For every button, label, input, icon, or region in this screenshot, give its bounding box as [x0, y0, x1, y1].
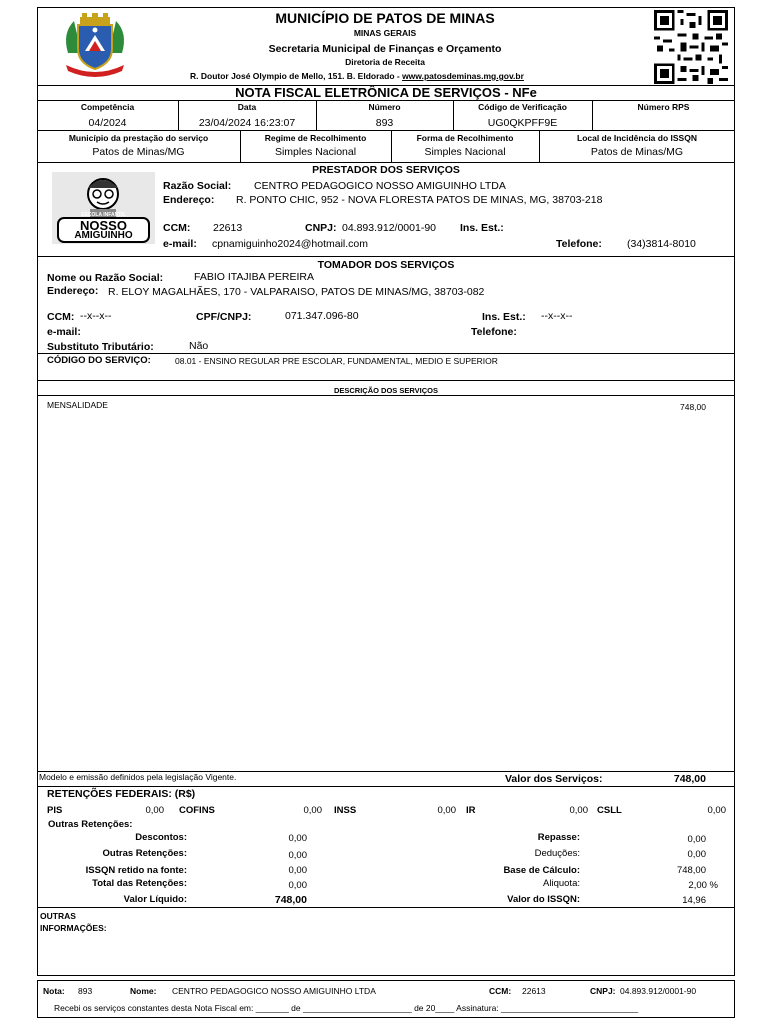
codigo-servico-value: 08.01 - ENSINO REGULAR PRE ESCOLAR, FUNDAMENTAL, MEDIO E SUPERIOR [175, 356, 498, 366]
tomador-endereco-value: R. ELOY MAGALHÃES, 170 - VALPARAISO, PATOS DE MINAS/MG, 38703-082 [108, 286, 485, 298]
valor-servicos-label: Valor dos Serviços: [505, 773, 603, 785]
codigo-verificacao-value: UG0QKPFF9E [487, 117, 558, 129]
csll-label: CSLL [597, 805, 622, 816]
regime-label: Regime de Recolhimento [264, 133, 367, 143]
ret-left-label-2: ISSQN retido na fonte: [85, 865, 187, 876]
ret-right-value-4: 14,96 [682, 895, 706, 906]
tomador-title: TOMADOR DOS SERVIÇOS [317, 259, 455, 271]
regime-value: Simples Nacional [274, 146, 357, 158]
tomador-nome-value: FABIO ITAJIBA PEREIRA [194, 271, 315, 283]
ret-right-value-2: 748,00 [676, 865, 706, 876]
cofins-value: 0,00 [303, 805, 322, 816]
csll-value: 0,00 [707, 805, 726, 816]
municipality-title: MUNICÍPIO DE PATOS DE MINAS [275, 10, 495, 26]
ret-right-label-1: Deduções: [534, 848, 580, 859]
tomador-email-label: e-mail: [47, 326, 81, 338]
ret-right-value-0: 0,00 [687, 834, 706, 845]
tomador-ins-label: Ins. Est.: [482, 311, 526, 323]
prestador-cnpj-label: CNPJ: [305, 222, 337, 234]
data-value: 23/04/2024 16:23:07 [198, 117, 296, 129]
numero-value: 893 [375, 117, 394, 129]
prestador-ins-label: Ins. Est.: [460, 222, 504, 234]
tomador-ccm-value: --x--x-- [80, 310, 112, 322]
prestador-ccm-value: 22613 [213, 222, 243, 234]
ret-left-label-1: Outras Retenções: [102, 848, 187, 859]
valor-servicos-value: 748,00 [673, 773, 706, 785]
ret-left-value-1: 0,00 [288, 850, 307, 861]
pis-value: 0,00 [145, 805, 164, 816]
modelo-text: Modelo e emissão definidos pela legislação Vigente. [39, 772, 237, 782]
municipio-label: Município da prestação do serviço [68, 133, 209, 143]
ret-right-value-3: 2,00 % [688, 880, 718, 891]
ir-value: 0,00 [569, 805, 588, 816]
outras-info-label-1: OUTRAS [40, 911, 76, 921]
prestador-telefone-label: Telefone: [556, 238, 602, 250]
tomador-nome-label: Nome ou Razão Social: [47, 272, 164, 284]
prestador-ccm-label: CCM: [163, 222, 191, 234]
prestador-telefone-value: (34)3814-8010 [627, 238, 696, 250]
prestador-razao-label: Razão Social: [163, 180, 232, 192]
ret-left-label-0: Descontos: [135, 832, 187, 843]
prestador-email-label: e-mail: [163, 238, 197, 250]
ret-right-value-1: 0,00 [687, 849, 706, 860]
descricao-item: MENSALIDADE [47, 400, 108, 410]
receipt-ccm-label: CCM: [489, 986, 512, 996]
school-logo-text-1: NOSSO [80, 218, 127, 233]
tomador-substituto-value: Não [189, 340, 209, 352]
tomador-cpf-label: CPF/CNPJ: [196, 311, 252, 323]
codigo-servico-label: CÓDIGO DO SERVIÇO: [47, 355, 151, 366]
ret-left-value-0: 0,00 [288, 833, 307, 844]
retencoes-title: RETENÇÕES FEDERAIS: (R$) [47, 788, 196, 800]
ret-right-label-2: Base de Cálculo: [503, 865, 580, 876]
ret-left-value-4: 748,00 [274, 894, 307, 906]
prestador-email-value: cpnamiguinho2024@hotmail.com [212, 238, 368, 250]
prestador-title: PRESTADOR DOS SERVIÇOS [312, 164, 460, 176]
address-text: R. Doutor José Olympio de Mello, 151. B. Eldorado - [190, 71, 403, 81]
tomador-cpf-value: 071.347.096-80 [285, 310, 359, 322]
inss-label: INSS [334, 805, 357, 816]
numero-rps-label: Número RPS [637, 102, 690, 112]
ret-right-label-4: Valor do ISSQN: [507, 894, 580, 905]
receipt-nome-label: Nome: [130, 986, 157, 996]
descricao-item-value: 748,00 [680, 402, 706, 412]
tomador-substituto-label: Substituto Tributário: [47, 341, 154, 353]
outras-info-label-2: INFORMAÇÕES: [40, 923, 107, 933]
receipt-cnpj-value: 04.893.912/0001-90 [620, 986, 697, 996]
tomador-ins-value: --x--x-- [541, 310, 573, 322]
coat-of-arms-logo [58, 13, 132, 79]
outras-retencoes-label: Outras Retenções: [48, 819, 133, 830]
municipio-value: Patos de Minas/MG [92, 146, 185, 158]
website-link[interactable]: www.patosdeminas.mg.gov.br [402, 71, 524, 81]
forma-label: Forma de Recolhimento [416, 133, 514, 143]
ret-left-label-3: Total das Retenções: [92, 878, 187, 889]
prestador-razao-value: CENTRO PEDAGOGICO NOSSO AMIGUINHO LTDA [254, 180, 506, 192]
school-logo-small: ESCOLA INFANTIL [81, 212, 126, 218]
ret-right-label-0: Repasse: [537, 832, 580, 843]
receipt-ccm-value: 22613 [522, 986, 546, 996]
ret-left-value-2: 0,00 [288, 865, 307, 876]
descricao-title: DESCRIÇÃO DOS SERVIÇOS [333, 386, 439, 395]
local-value: Patos de Minas/MG [590, 146, 684, 158]
receipt-nome-value: CENTRO PEDAGOGICO NOSSO AMIGUINHO LTDA [172, 986, 376, 996]
local-label: Local de Incidência do ISSQN [577, 133, 697, 143]
ret-left-value-3: 0,00 [288, 880, 307, 891]
state-name: MINAS GERAIS [353, 28, 417, 38]
pis-label: PIS [47, 805, 63, 816]
prestador-endereco-label: Endereço: [163, 194, 215, 206]
school-logo-text-2: AMIGUINHO [74, 230, 133, 241]
cofins-label: COFINS [179, 805, 215, 816]
receipt-signature-line: Recebi os serviços constantes desta Nota Fiscal em: _______ de _______________________ de 20____ Assinatura: _____________________________ [54, 1003, 639, 1013]
prestador-endereco-value: R. PONTO CHIC, 952 - NOVA FLORESTA PATOS DE MINAS, MG, 38703-218 [236, 194, 603, 206]
inss-value: 0,00 [437, 805, 456, 816]
receipt-cnpj-label: CNPJ: [590, 986, 616, 996]
document-title: NOTA FISCAL ELETRÔNICA DE SERVIÇOS - NFe [235, 85, 537, 100]
receipt-nota-value: 893 [78, 986, 93, 996]
ir-label: IR [466, 805, 476, 816]
tomador-telefone-label: Telefone: [471, 326, 517, 338]
data-label: Data [237, 102, 257, 112]
qr-code [653, 10, 729, 84]
numero-label: Número [368, 102, 401, 112]
tomador-ccm-label: CCM: [47, 311, 75, 323]
prestador-cnpj-value: 04.893.912/0001-90 [342, 222, 437, 234]
secretariat-name: Secretaria Municipal de Finanças e Orçamento [268, 43, 502, 55]
school-logo [52, 172, 155, 244]
ret-left-label-4: Valor Líquido: [123, 894, 187, 905]
codigo-verificacao-label: Código de Verificação [478, 102, 567, 112]
tomador-endereco-label: Endereço: [47, 285, 99, 297]
competencia-label: Competência [80, 102, 135, 112]
competencia-value: 04/2024 [88, 117, 127, 129]
header-address [190, 71, 524, 81]
forma-value: Simples Nacional [424, 146, 506, 158]
receipt-nota-label: Nota: [43, 986, 65, 996]
ret-right-label-3: Aliquota: [543, 878, 580, 889]
directorate-name: Diretoria de Receita [345, 57, 425, 67]
